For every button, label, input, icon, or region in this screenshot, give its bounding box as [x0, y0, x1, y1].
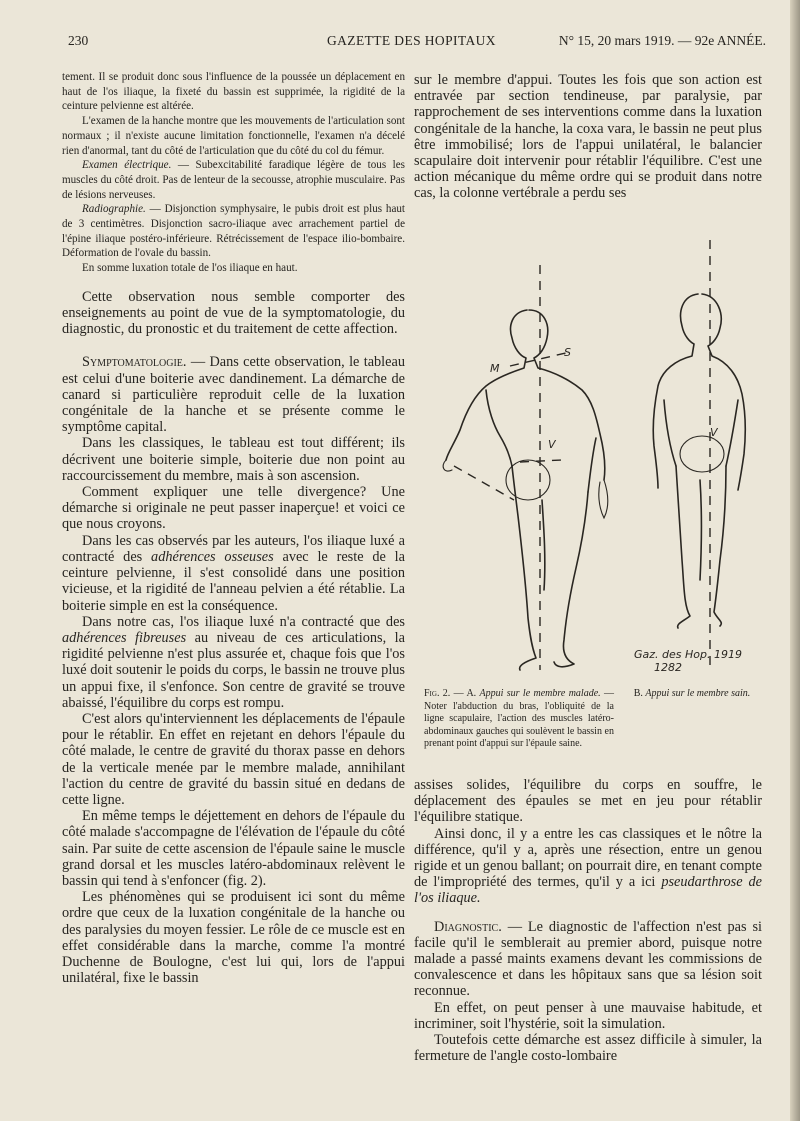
issue-info: N° 15, 20 mars 1919. — 92e ANNÉE.	[558, 33, 766, 48]
paragraph-text: — Subexcitabilité faradique légère de tous les muscles du côté droit. Pas de lenteur de la secousse, atrophie musculaire. Pas de lésions nerveuses.	[62, 159, 405, 201]
paragraph: L'examen de la hanche montre que les mouvements de l'articulation sont normaux ; il n'existe aucune limitation fonctionnelle, l'examen n'a décelé rien d'anormal, tant du côté de l'articulation que du côté du col du fémur.	[62, 115, 405, 157]
caption-prefix: Fig. 2. — A.	[424, 688, 480, 699]
paragraph-text: au niveau de ces articulations, la rigidité pelvienne n'est plus assurée et, chaque fois que l'os luxé doit soutenir le poids du corps, le bassin ne trouve plus un appui fixe, il s'enfonce. Son centre de gravité se trouve abaissé, l'équilibre du corps est rompu.	[62, 629, 405, 711]
paragraph-text: Dans notre cas, l'os iliaque luxé n'a contracté que des	[82, 613, 405, 630]
paragraph-text: Dans les cas observés par les auteurs, l'os iliaque luxé a contracté des	[62, 532, 405, 565]
emphasis: adhérences fibreuses	[62, 629, 187, 646]
paragraph-text: avec le reste de la ceinture pelvienne, il s'est consolidé dans une position vicieuse, et la rigidité de l'anneau pelvien a été rétablie. La boiterie simple en est la conséquence.	[62, 548, 405, 614]
artist-signature: Gaz. des Hop. 1919	[634, 648, 742, 661]
figure-a-body	[443, 310, 608, 670]
paragraph: En somme luxation totale de l'os iliaque en haut.	[82, 262, 298, 275]
paragraph: sur le membre d'appui. Toutes les fois que son action est entravée par section tendineuse, par paralysie, par rapprochement de ses interventions comme dans la luxation congénitale de la hanche, la coxa vara, le bassin ne peut plus être immobilisé; lors de l'appui unilatéral, le balancier scapulaire doit intervenir pour rétablir l'équilibre. C'est une action mécanique du même ordre qui se produit dans notre cas, la colonne vertébrale a perdu ses	[414, 72, 762, 202]
oblique-pelvic-line	[454, 466, 514, 500]
paragraph-text: Ainsi donc, il y a entre les cas classiques et le nôtre la différence, qu'il y a, après une résection, entre un genou rigide et un genou ballant; on pourrait dire, en tenant compte de l'impropriété des termes, qu'il y a ici	[414, 825, 762, 891]
paragraph-radiography	[62, 202, 405, 261]
page-header	[60, 33, 766, 51]
run-in-label: Examen électrique.	[82, 159, 172, 172]
paragraph-text: — Dans cette observation, le tableau est celui d'une boiterie avec dandinement. La démarche de canard si particulière reproduit celle de la luxation congénitale de la hanche et se présente comme le symptôme capital.	[62, 354, 405, 436]
figure-2-illustration	[414, 230, 764, 685]
section-heading: Diagnostic.	[434, 918, 502, 935]
caption-text: — Noter l'abduction du bras, l'obliquité de la ligne scapulaire, l'action des muscles latéro-abdominaux gauches qui soulèvent le bassin en prenant point d'appui sur l'épaule saine.	[424, 688, 614, 750]
label-s: S	[564, 346, 571, 359]
label-m: M	[490, 362, 500, 375]
journal-title: GAZETTE DES HOPITAUX	[327, 33, 496, 48]
figure-caption-b	[626, 688, 758, 701]
figure-caption-a	[424, 688, 614, 751]
paragraph-symptomatology	[62, 354, 405, 435]
paragraph: Les phénomènes qui se produisent ici sont du même ordre que ceux de la luxation congénitale de la hanche ou des paralysies du moyen fessier. Le rôle de ce muscle est en effet considérable dans la marche, comme l'a montré Duchenne de Boulogne, c'est lui qui, lors de l'appui unilatéral, fixe le bassin	[62, 889, 405, 987]
paragraph: Comment expliquer une telle divergence? Une démarche si originale ne peut passer inaperçue! et voici ce que nous croyons.	[62, 484, 405, 533]
paragraph-diagnostic	[414, 919, 762, 1000]
run-in-label: Radiographie.	[82, 203, 146, 216]
paragraph: En même temps le déjettement en dehors de l'épaule du côté malade s'accompagne de l'élévation de l'épaule du côté sain. Par suite de cette ascension de l'épaule saine le muscle grand dorsal et les muscles latéro-abdominaux relèvent le bassin qui tend à s'enfoncer (fig. 2).	[62, 808, 405, 889]
paragraph	[414, 826, 762, 907]
page-edge-shadow	[790, 0, 800, 1121]
caption-emphasis: Appui sur le membre sain.	[645, 688, 751, 699]
paragraph: assises solides, l'équilibre du corps en souffre, le déplacement des épaules se met en jeu pour rétablir l'équilibre statique.	[414, 777, 762, 826]
paragraph	[62, 614, 405, 711]
paragraph: Cette observation nous semble comporter des enseignements au point de vue de la symptomatologie, du diagnostic, du pronostic et du traitement de cette affection.	[62, 288, 405, 338]
label-v-a: V	[548, 438, 556, 451]
paragraph-text: — Le diagnostic de l'affection n'est pas si facile qu'il le semblerait au premier abord, puisque notre malade a passé maints examens devant les commissions de convalescence et dans les hôpitaux sans que sa lésion soit reconnue.	[414, 918, 762, 1000]
emphasis: adhérences osseuses	[151, 548, 274, 565]
caption-prefix: B.	[633, 688, 646, 699]
right-column-top	[414, 72, 762, 248]
right-column-bottom	[414, 777, 762, 1117]
drawing-number: 1282	[654, 661, 682, 674]
back-view-figures-drawing	[414, 230, 764, 685]
left-column	[62, 70, 405, 1110]
paragraph: En effet, on peut penser à une mauvaise habitude, et incriminer, soit l'hystérie, soit la simulation.	[414, 999, 762, 1032]
caption-emphasis: Appui sur le membre malade.	[479, 688, 601, 699]
paragraph	[62, 533, 405, 614]
page-number: 230	[68, 33, 89, 48]
paragraph-text: — Disjonction symphysaire, le pubis droit est plus haut de 3 centimètres. Disjonction sacro-iliaque avec arrachement partiel de l'épine iliaque postéro-inférieure. Rétrécissement de l'espace ilio-bombaire. Déformation de l'ovale du bassin.	[62, 203, 405, 260]
paragraph: C'est alors qu'interviennent les déplacements de l'épaule pour le rétablir. En effet en rejetant en dehors l'épaule du côté malade, le centre de gravité du thorax passe en dehors de la verticale menée par le membre malade, annihilant l'action du centre de gravité du bassin situé en dedans de cette ligne.	[62, 710, 405, 808]
paragraph: Dans les classiques, le tableau est tout différent; ils décrivent une boiterie simple, boiterie due non point au raccourcissement du membre, mais à son ascension.	[62, 435, 405, 484]
paragraph-electric-exam	[62, 158, 405, 202]
paragraph: Toutefois cette démarche est assez difficile à simuler, la fermeture de l'angle costo-lombaire	[414, 1032, 762, 1065]
label-v-b: V	[710, 426, 718, 439]
emphasis: pseudarthrose de l'os iliaque.	[414, 874, 762, 907]
paragraph: tement. Il se produit donc sous l'influence de la poussée un déplacement en haut de l'os iliaque, la fixeté du bassin est supprimée, la rigidité de la ceinture pelvienne est altérée.	[62, 71, 405, 113]
section-heading: Symptomatologie.	[82, 354, 187, 371]
figure-b-body	[653, 294, 745, 628]
